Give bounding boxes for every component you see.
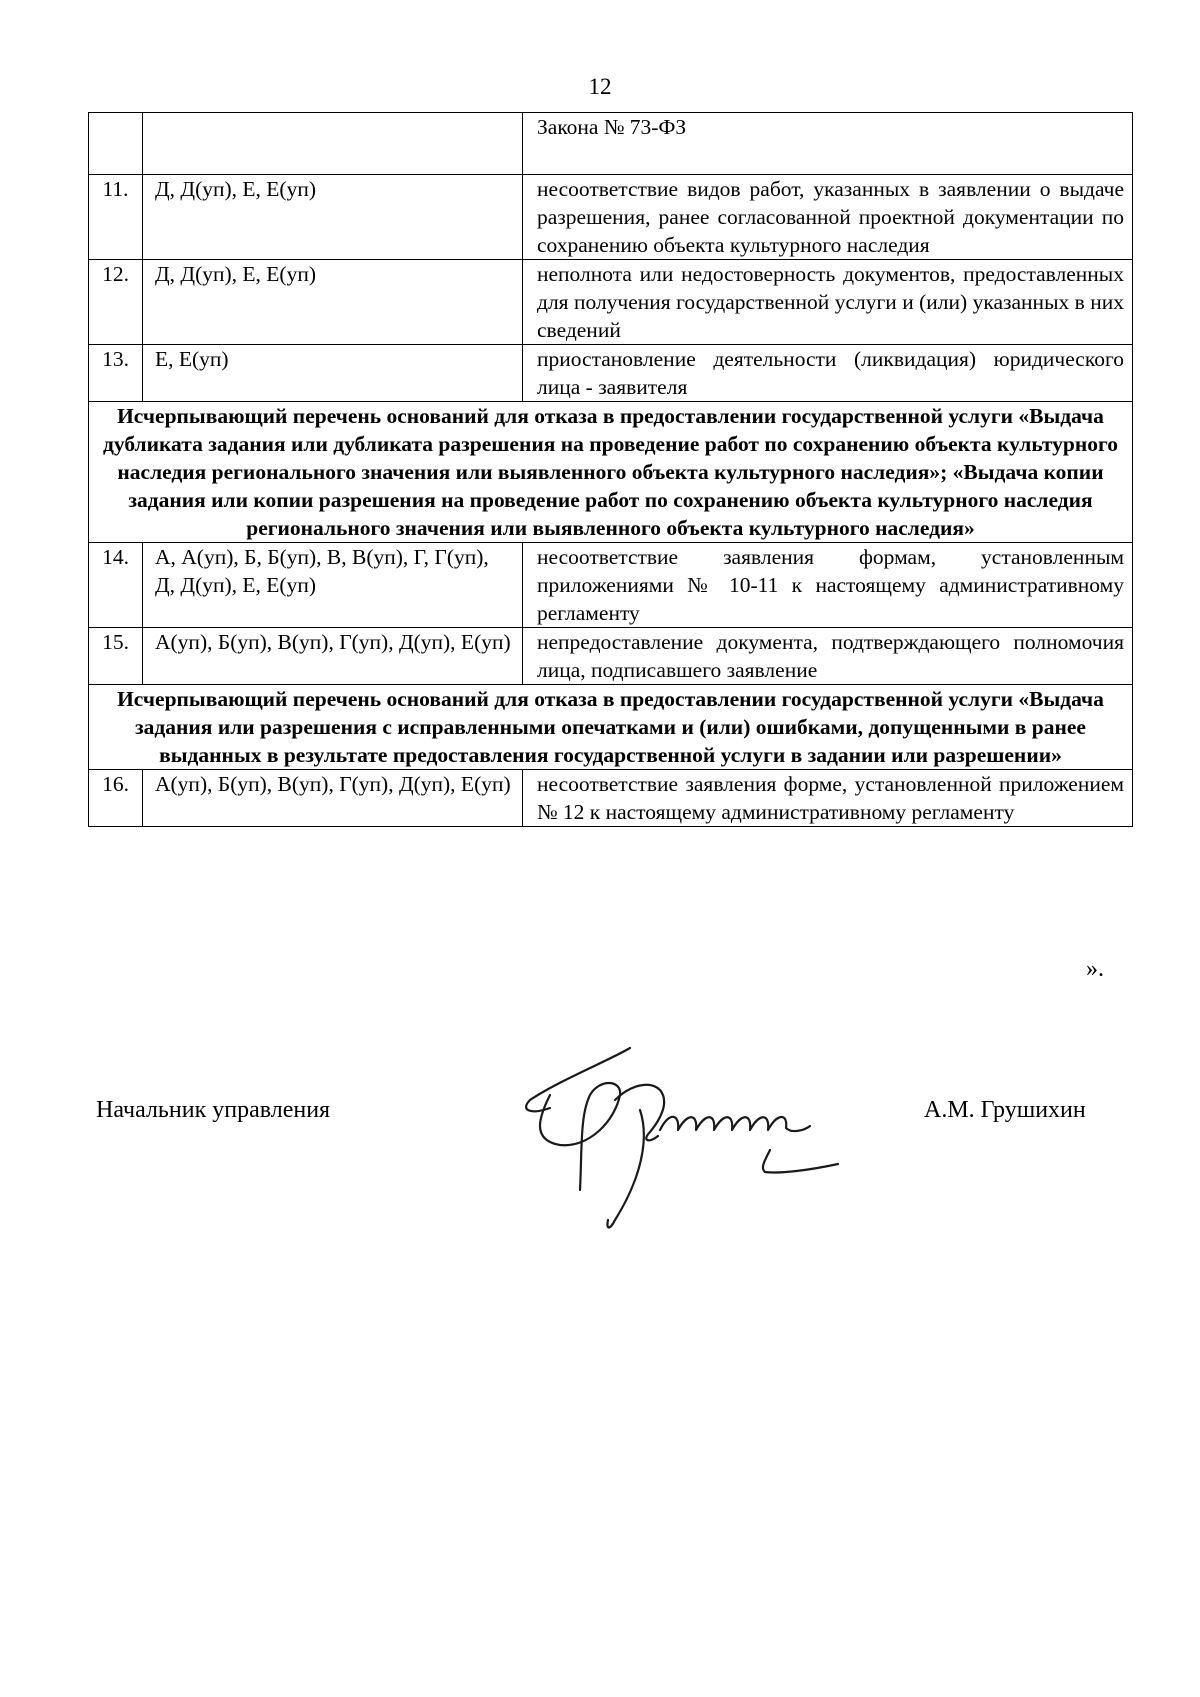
row-categories: А(уп), Б(уп), В(уп), Г(уп), Д(уп), Е(уп)	[143, 628, 523, 685]
row-number: 14.	[89, 543, 143, 628]
table-row	[89, 260, 1133, 345]
signatory-title: Начальник управления	[96, 1097, 331, 1123]
section-heading: Исчерпывающий перечень оснований для отказа в предоставлении государственной услуги «Выдача задания или разрешения с исправленными опечатками и (или) ошибками, допущенными в ранее выданных в результате предоставления государственной услуги в задании или разрешении»	[89, 685, 1133, 770]
row-reason: неполнота или недостоверность документов, предоставленных для получения государственной услуги и (или) указанных в них сведений	[523, 260, 1133, 345]
row-number: 11.	[89, 175, 143, 260]
row-reason: несоответствие видов работ, указанных в заявлении о выдаче разрешения, ранее согласованной проектной документации по сохранению объекта культурного наследия	[523, 175, 1133, 260]
row-categories	[143, 113, 523, 175]
row-categories: А, А(уп), Б, Б(уп), В, В(уп), Г, Г(уп), Д, Д(уп), Е, Е(уп)	[143, 543, 523, 628]
table-row	[89, 345, 1133, 402]
row-number: 13.	[89, 345, 143, 402]
row-number: 16.	[89, 770, 143, 827]
table-row	[89, 628, 1133, 685]
row-categories: Е, Е(уп)	[143, 345, 523, 402]
row-categories: Д, Д(уп), Е, Е(уп)	[143, 175, 523, 260]
page-number: 12	[588, 74, 612, 99]
row-number	[89, 113, 143, 175]
closing-quote: ».	[1086, 956, 1104, 982]
row-categories: Д, Д(уп), Е, Е(уп)	[143, 260, 523, 345]
section-heading: Исчерпывающий перечень оснований для отказа в предоставлении государственной услуги «Выдача дубликата задания или дубликата разрешения на проведение работ по сохранению объекта культурного наследия регионального значения или выявленного объекта культурного наследия»; «Выдача копии задания или копии разрешения на проведение работ по сохранению объекта культурного наследия регионального значения или выявленного объекта культурного наследия»	[89, 402, 1133, 543]
table-row	[89, 113, 1133, 175]
row-categories: А(уп), Б(уп), В(уп), Г(уп), Д(уп), Е(уп)	[143, 770, 523, 827]
row-number: 12.	[89, 260, 143, 345]
signatory-name: А.М. Грушихин	[924, 1097, 1086, 1123]
handwritten-signature	[520, 1040, 870, 1240]
table-row	[89, 770, 1133, 827]
section-heading-row	[89, 685, 1133, 770]
row-reason: Закона № 73-ФЗ	[523, 113, 1133, 175]
table-row	[89, 175, 1133, 260]
row-reason: несоответствие заявления формам, установленным приложениями № 10-11 к настоящему административному регламенту	[523, 543, 1133, 628]
table-row	[89, 543, 1133, 628]
row-reason: несоответствие заявления форме, установленной приложением № 12 к настоящему административному регламенту	[523, 770, 1133, 827]
grounds-table	[88, 112, 1133, 827]
row-reason: непредоставление документа, подтверждающего полномочия лица, подписавшего заявление	[523, 628, 1133, 685]
section-heading-row	[89, 402, 1133, 543]
row-reason: приостановление деятельности (ликвидация) юридического лица - заявителя	[523, 345, 1133, 402]
row-number: 15.	[89, 628, 143, 685]
